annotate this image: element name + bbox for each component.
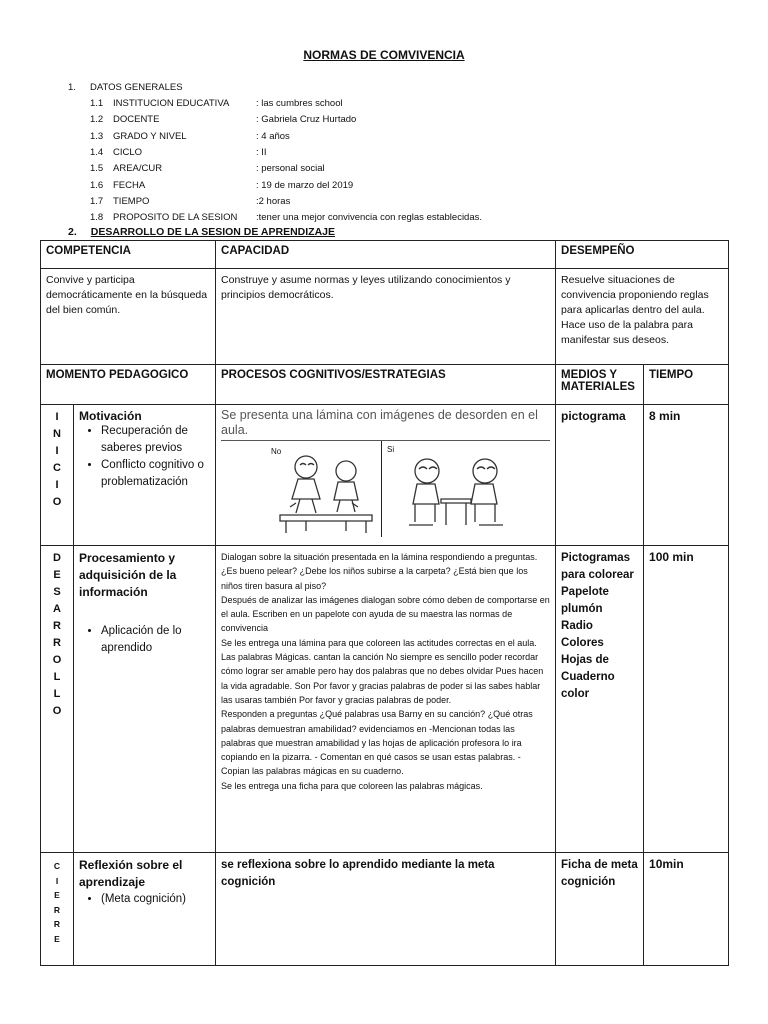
general-row-label: INSTITUCION EDUCATIVA bbox=[113, 98, 230, 109]
inicio-bullet-1: • Recuperación de saberes previos bbox=[101, 423, 210, 457]
desarrollo-bullets bbox=[79, 623, 210, 657]
general-row-value: : personal social bbox=[256, 163, 325, 175]
general-row-label: TIEMPO bbox=[113, 195, 150, 207]
vertical-letter: E bbox=[54, 890, 60, 900]
header-tiempo: TIEMPO bbox=[644, 365, 729, 405]
inicio-moment bbox=[74, 405, 216, 546]
general-row-label: FECHA bbox=[113, 179, 146, 191]
vertical-letter: O bbox=[52, 496, 62, 508]
inicio-medios: pictograma bbox=[556, 405, 644, 546]
desarrollo-paragraph: Las palabras Mágicas. cantan la canción No siempre es sencillo poder recordar cómo lograr ser amable pero hay dos palabras que no debes olvidar Pues hacen la vida agradable. Son Por favor y gracias palabras de poder si las sabes hablar las usaras también Por favor y gracias palabras de poder. bbox=[221, 652, 544, 705]
cierre-bullets bbox=[79, 891, 210, 908]
general-row-label: PROPOSITO DE LA SESION bbox=[113, 212, 238, 224]
vertical-letter: A bbox=[53, 603, 61, 615]
cierre-tiempo: 10min bbox=[644, 853, 729, 966]
vertical-letter: I bbox=[55, 445, 59, 457]
desarrollo-paragraph: Se les entrega una ficha para que coloreen las palabras mágicas. bbox=[221, 780, 483, 791]
label-si: Si bbox=[387, 445, 395, 454]
section2-number: 2. bbox=[68, 226, 77, 238]
general-row-num: 1.7 bbox=[90, 195, 104, 207]
vertical-letter: I bbox=[55, 479, 59, 491]
vertical-letter: R bbox=[53, 620, 61, 632]
inicio-bullets bbox=[79, 423, 210, 491]
vertical-letter: L bbox=[53, 671, 61, 683]
desarrollo-process bbox=[216, 546, 556, 853]
competencia-header-row bbox=[41, 241, 729, 269]
vertical-letter: I bbox=[55, 411, 59, 423]
lamina-text: Se presenta una lámina con imágenes de desorden en el aula. bbox=[221, 408, 550, 441]
vertical-letter: N bbox=[53, 428, 61, 440]
general-row-num: 1.5 bbox=[90, 163, 104, 175]
cierre-bullet-1: • (Meta cognición) bbox=[101, 891, 210, 908]
vertical-letter: S bbox=[53, 586, 61, 598]
competencia-text: Convive y participa democráticamente en la búsqueda del bien común. bbox=[41, 269, 216, 365]
cierre-title: Reflexión sobre el aprendizaje bbox=[79, 858, 183, 889]
vertical-letter: C bbox=[53, 462, 61, 474]
disorder-children-image bbox=[276, 451, 376, 535]
vertical-letter: C bbox=[53, 861, 61, 871]
general-row-value: : II bbox=[256, 146, 267, 158]
momento-header-row bbox=[41, 365, 729, 405]
general-row-num: 1.1 bbox=[90, 98, 104, 109]
desarrollo-vertical-label bbox=[41, 546, 74, 853]
desarrollo-paragraph: Se les entrega una lámina para que coloreen las actitudes correctas en el aula. bbox=[221, 637, 537, 648]
order-children-image bbox=[401, 451, 511, 535]
inicio-tiempo: 8 min bbox=[644, 405, 729, 546]
inicio-title: Motivación bbox=[79, 409, 142, 423]
header-momento: MOMENTO PEDAGOGICO bbox=[41, 365, 216, 405]
general-row-value: : las cumbres school bbox=[256, 98, 343, 109]
capacidad-text: Construye y asume normas y leyes utilizando conocimientos y principios democráticos. bbox=[216, 269, 556, 365]
vertical-letter: I bbox=[55, 875, 59, 886]
header-desempeno: DESEMPEÑO bbox=[556, 241, 729, 269]
inicio-bullet-2: • Conflicto cognitivo o problematización bbox=[101, 457, 210, 491]
desarrollo-material: plumón bbox=[561, 603, 603, 615]
desarrollo-paragraph: ¿Es bueno pelear? ¿Debe los niños subirse a la carpeta? ¿Está bien que los niños tiren basura al piso? bbox=[221, 566, 528, 591]
desarrollo-material: Radio bbox=[561, 620, 593, 632]
inicio-process bbox=[216, 405, 556, 546]
desempeno-text: Resuelve situaciones de convivencia proponiendo reglas para aplicarlas dentro del aula. Hace uso de la palabra para manifestar sus deseos. bbox=[556, 269, 729, 365]
vertical-letter: L bbox=[53, 688, 61, 700]
general-row-value: : 19 de marzo del 2019 bbox=[256, 179, 354, 191]
section1-heading: DATOS GENERALES bbox=[90, 82, 183, 93]
document-title: NORMAS DE COMVIVENCIA bbox=[303, 48, 465, 62]
cierre-process: se reflexiona sobre lo aprendido mediante la meta cognición bbox=[216, 853, 556, 966]
section2-title: DESARROLLO DE LA SESION DE APRENDIZAJE bbox=[90, 226, 336, 238]
cierre-moment bbox=[74, 853, 216, 966]
desarrollo-material: Colores bbox=[561, 637, 604, 649]
competencia-row bbox=[41, 269, 729, 365]
vertical-letter: R bbox=[53, 904, 61, 915]
desarrollo-row bbox=[41, 546, 729, 853]
vertical-letter: D bbox=[53, 552, 61, 564]
general-row-value: :tener una mejor convivencia con reglas establecidas. bbox=[256, 212, 483, 224]
general-row-label: GRADO Y NIVEL bbox=[113, 130, 187, 142]
general-row-value: : 4 años bbox=[256, 130, 290, 142]
general-row-num: 1.8 bbox=[90, 212, 104, 224]
vertical-letter: E bbox=[53, 569, 61, 581]
cierre-vertical-label bbox=[41, 853, 74, 966]
cierre-row bbox=[41, 853, 729, 966]
vertical-letter: E bbox=[54, 933, 60, 944]
section1-number: 1. bbox=[68, 82, 76, 93]
desarrollo-title: Procesamiento y adquisición de la información bbox=[79, 551, 177, 599]
desarrollo-paragraph: Después de analizar las imágenes dialogan sobre cómo deben de comportarse en el aula. Escriben en un papelote con ayuda de su maestra las normas de convivencia bbox=[221, 594, 550, 634]
desarrollo-bullet-1: • Aplicación de lo aprendido bbox=[101, 623, 210, 657]
general-row-label: DOCENTE bbox=[113, 114, 160, 126]
general-row-value: :2 horas bbox=[256, 195, 291, 207]
section2-heading bbox=[68, 226, 335, 238]
session-table bbox=[40, 240, 729, 966]
general-row-label: AREA/CUR bbox=[113, 163, 163, 175]
vertical-letter: R bbox=[53, 919, 61, 929]
label-no: No bbox=[271, 447, 282, 456]
desarrollo-moment bbox=[74, 546, 216, 853]
cierre-medios: Ficha de meta cognición bbox=[556, 853, 644, 966]
vertical-letter: R bbox=[53, 637, 61, 649]
desarrollo-material: Hojas de Cuaderno color bbox=[561, 654, 615, 700]
desarrollo-medios bbox=[556, 546, 644, 853]
desarrollo-paragraph: Responden a preguntas ¿Qué palabras usa Barny en su canción? ¿Qué otras palabras demuestran amabilidad? evidenciamos en -Mencionan todas las palabras que muestran amabilidad y las hojas de aplicación profesora lo ira copiando en la pizarra. - Comentan en qué casos se usan estas palabras. - Copian las palabras mágicas en su cuaderno. bbox=[221, 709, 533, 777]
vertical-letter: O bbox=[52, 705, 62, 717]
general-row-num: 1.3 bbox=[90, 130, 104, 142]
desarrollo-tiempo: 100 min bbox=[644, 546, 729, 853]
header-competencia: COMPETENCIA bbox=[41, 241, 216, 269]
lamina-illustration bbox=[221, 441, 550, 541]
inicio-row bbox=[41, 405, 729, 546]
desarrollo-material: Papelote bbox=[561, 586, 609, 598]
general-row-label: CICLO bbox=[113, 146, 143, 158]
general-row-num: 1.6 bbox=[90, 179, 104, 191]
inicio-vertical-label bbox=[41, 405, 74, 546]
header-medios: MEDIOS Y MATERIALES bbox=[556, 365, 644, 405]
general-row-num: 1.2 bbox=[90, 114, 104, 126]
header-capacidad: CAPACIDAD bbox=[216, 241, 556, 269]
desarrollo-material: Pictogramas para colorear bbox=[561, 552, 634, 581]
general-row-num: 1.4 bbox=[90, 146, 104, 158]
desarrollo-paragraph: Dialogan sobre la situación presentada en la lámina respondiendo a preguntas. bbox=[221, 552, 538, 562]
vertical-letter: O bbox=[52, 654, 62, 666]
general-row-value: : Gabriela Cruz Hurtado bbox=[256, 114, 357, 126]
header-procesos: PROCESOS COGNITIVOS/ESTRATEGIAS bbox=[216, 365, 556, 405]
